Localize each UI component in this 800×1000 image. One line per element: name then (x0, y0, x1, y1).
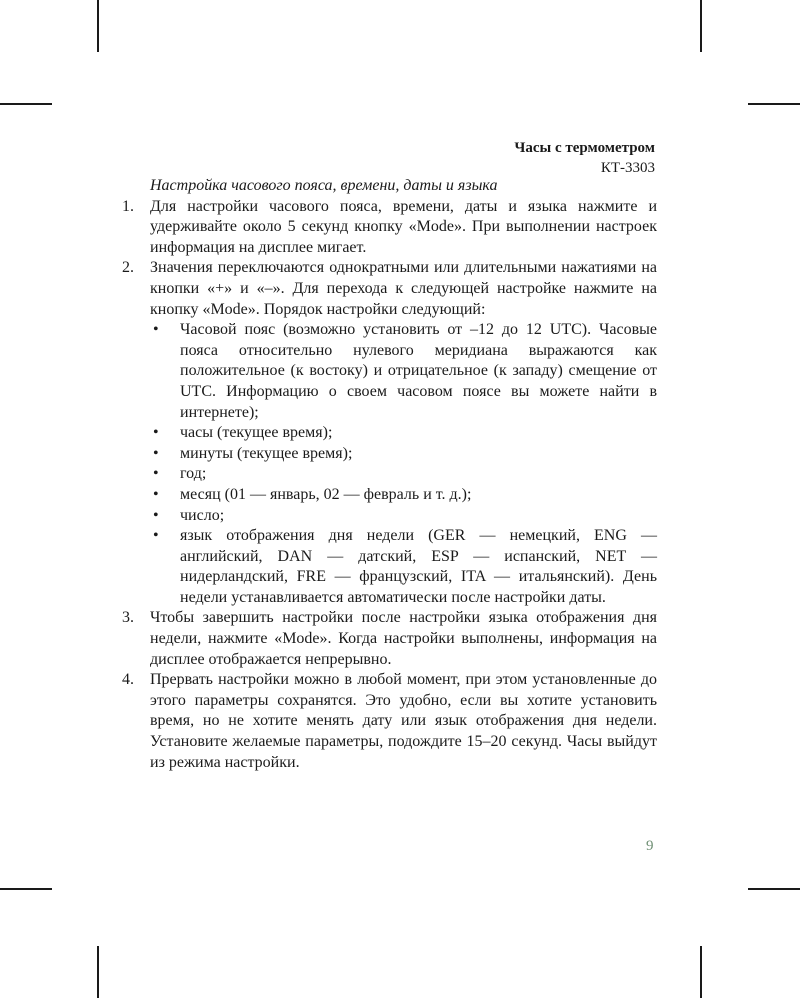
bullet-icon: • (153, 506, 159, 524)
list-item (150, 423, 657, 444)
page-content (120, 176, 657, 773)
list-item-text: часы (текущее время); (180, 424, 333, 442)
list-item (150, 526, 657, 608)
step-number: 2. (122, 259, 134, 277)
crop-mark-right-top (748, 103, 800, 105)
step-text: Значения переключаются однократными или длительными нажатиями на кнопки «+» и «–». Для перехода к следующей настройке нажмите на кнопку «Mode». Порядок настройки следующий: (150, 259, 657, 318)
running-header (514, 138, 655, 178)
list-item (150, 506, 657, 527)
list-item-text: минуты (текущее время); (180, 444, 353, 462)
settings-order-list (150, 320, 657, 608)
header-brand: Часы с термометром (514, 140, 655, 156)
list-item (150, 485, 657, 506)
header-model: КТ-3303 (600, 160, 655, 176)
step-item (120, 258, 657, 608)
crop-mark-bottom-right (700, 946, 702, 998)
list-item-text: месяц (01 — январь, 02 — февраль и т. д.); (180, 485, 472, 503)
step-item (120, 197, 657, 259)
bullet-icon: • (153, 485, 159, 503)
crop-mark-left-bottom (0, 888, 52, 890)
list-item (150, 444, 657, 465)
list-item (150, 464, 657, 485)
crop-mark-bottom-left (97, 946, 99, 998)
step-number: 3. (122, 609, 134, 627)
step-item (120, 670, 657, 773)
step-text: Для настройки часового пояса, времени, даты и языка нажмите и удерживайте около 5 секунд кнопку «Mode». При выполнении настроек информация на дисплее мигает. (150, 197, 657, 256)
section-title: Настройка часового пояса, времени, даты и языка (150, 177, 498, 194)
page-number: 9 (646, 838, 654, 854)
bullet-icon: • (153, 321, 159, 339)
bullet-icon: • (153, 444, 159, 462)
list-item (150, 320, 657, 423)
step-text: Чтобы завершить настройки после настройки языка отображения дня недели, нажмите «Mode». Когда настройки выполнены, информация на дисплее отображается непрерывно. (150, 609, 657, 668)
bullet-icon: • (153, 424, 159, 442)
step-number: 1. (122, 197, 134, 215)
steps-list (120, 197, 657, 774)
step-number: 4. (122, 671, 134, 689)
bullet-icon: • (153, 527, 159, 545)
step-text: Прервать настройки можно в любой момент, при этом установленные до этого параметры сохранятся. Это удобно, если вы хотите установить время, но не хотите менять дату или язык отображения дня недели. Установите желаемые параметры, подождите 15–20 секунд. Часы выйдут из режима настройки. (150, 671, 657, 771)
step-item (120, 608, 657, 670)
list-item-text: язык отображения дня недели (GER — немецкий, ENG — английский, DAN — датский, ESP — испанский, NET — нидерландский, FRE — французский, ITA — итальянский). День недели устанавливается автоматически после настройки даты. (180, 527, 657, 606)
list-item-text: год; (180, 465, 207, 483)
list-item-text: число; (180, 506, 225, 524)
crop-mark-top-left (97, 0, 99, 52)
bullet-icon: • (153, 465, 159, 483)
crop-mark-right-bottom (748, 888, 800, 890)
crop-mark-top-right (700, 0, 702, 52)
list-item-text: Часовой пояс (возможно установить от –12 до 12 UTC). Часовые пояса относительно нулевого меридиана выражаются как положительное (к востоку) и отрицательное (к западу) смещение от UTC. Информацию о своем часовом поясе вы можете найти в интернете); (180, 321, 657, 421)
crop-mark-left-top (0, 103, 52, 105)
